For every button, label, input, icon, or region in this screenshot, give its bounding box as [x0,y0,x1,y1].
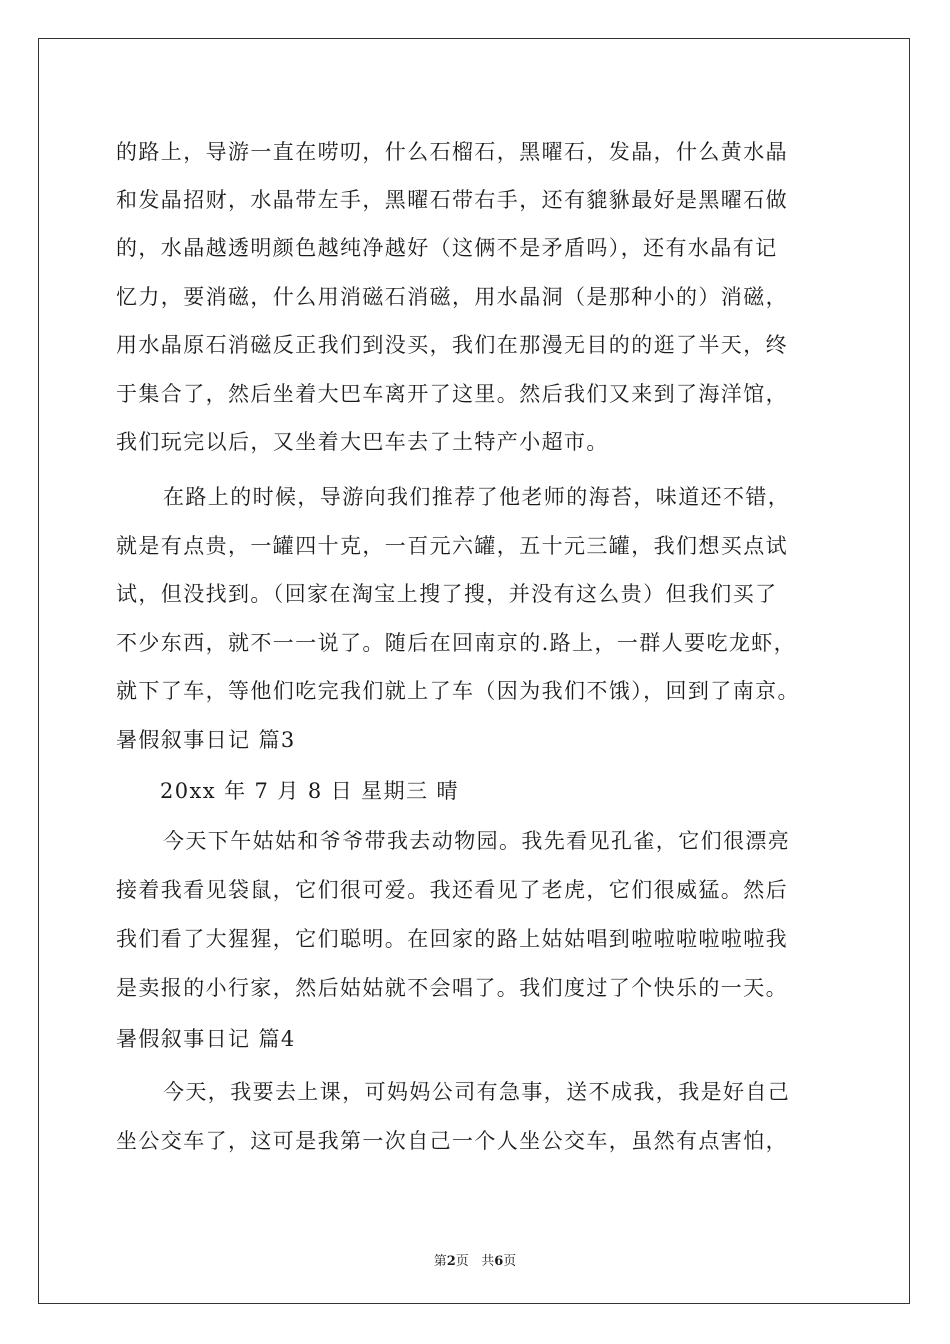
text-line: 接着我看见袋鼠，它们很可爱。我还看见了老虎，它们很威猛。然后 [116,878,788,902]
text-line: 我们玩完以后，又坐着大巴车去了土特产小超市。 [116,430,609,454]
section-heading: 暑假叙事日记 篇4 [116,1027,296,1051]
text-line: 和发晶招财，水晶带左手，黑曜石带右手，还有貔貅最好是黑曜石做 [116,188,788,212]
text-line: 不少东西，就不一一说了。随后在回南京的.路上，一群人要吃龙虾， [116,631,797,655]
page-number-footer [0,1250,950,1269]
text-line: 就是有点贵，一罐四十克，一百元六罐，五十元三罐，我们想买点试 [116,534,788,558]
text-line: 忆力，要消磁，什么用消磁石消磁，用水晶洞（是那种小的）消磁， [116,285,788,309]
text-line: 的路上，导游一直在唠叨，什么石榴石，黑曜石，发晶，什么黄水晶 [116,140,788,164]
text-line: 是卖报的小行家，然后姑姑就不会唱了。我们度过了个快乐的一天。 [116,976,788,1000]
text-line: 试，但没找到。（回家在淘宝上搜了搜，并没有这么贵）但我们买了 [116,582,778,606]
section-heading: 暑假叙事日记 篇3 [116,728,296,752]
page-total: 6 [494,1254,504,1269]
text-line: 用水晶原石消磁反正我们到没买，我们在那漫无目的的逛了半天，终 [116,333,788,357]
text-line: 就下了车，等他们吃完我们就上了车（因为我们不饿），回到了南京。 [116,679,800,703]
text-line: 我们看了大猩猩，它们聪明。在回家的路上姑姑唱到啦啦啦啦啦啦我 [116,927,788,951]
text-line: 在路上的时候，导游向我们推荐了他老师的海苔，味道还不错， [163,485,791,509]
page-current: 2 [446,1254,456,1269]
text-line: 坐公交车了，这可是我第一次自己一个人坐公交车，虽然有点害怕， [116,1129,788,1153]
page-label-prefix: 第 [433,1254,447,1269]
page-label-suffix: 页 [503,1254,517,1269]
text-line: 于集合了，然后坐着大巴车离开了这里。然后我们又来到了海洋馆， [116,382,788,406]
diary-date: 20xx 年 7 月 8 日 星期三 晴 [160,779,459,803]
text-line: 今天，我要去上课，可妈妈公司有急事，送不成我，我是好自己 [163,1080,791,1104]
text-line: 的，水晶越透明颜色越纯净越好（这俩不是矛盾吗），还有水晶有记 [116,236,778,260]
page-border [38,38,910,1304]
text-line: 今天下午姑姑和爷爷带我去动物园。我先看见孔雀，它们很漂亮 [163,829,791,853]
page-label-mid: 页 共 [455,1254,495,1269]
